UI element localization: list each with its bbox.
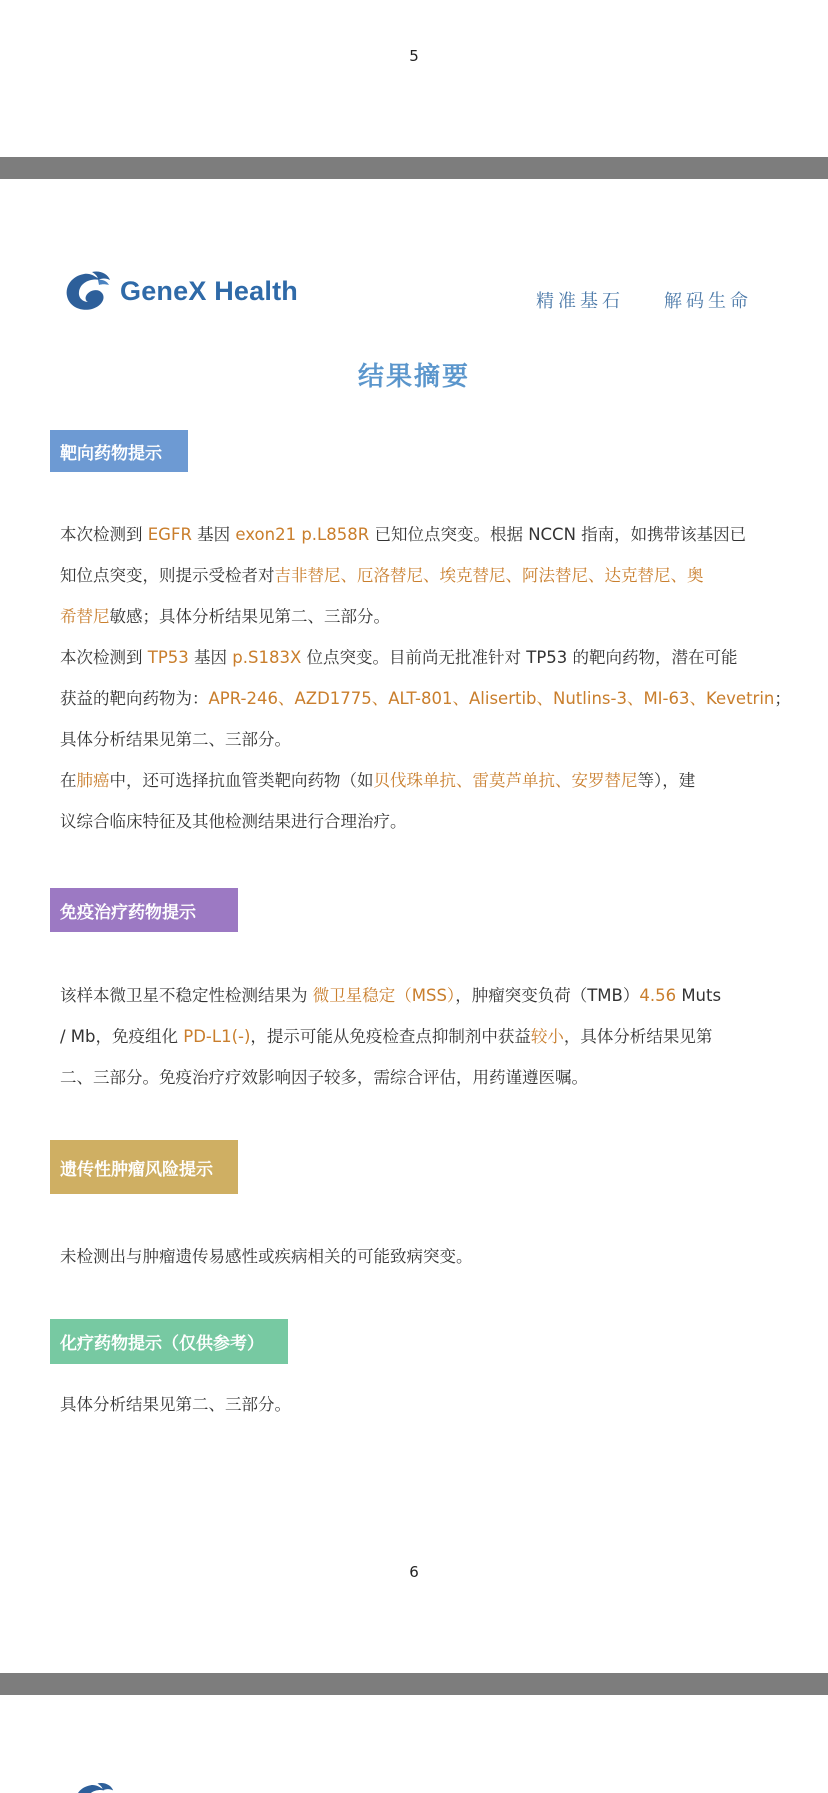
page-number-top: 5	[409, 47, 419, 65]
body-text: 基因	[188, 648, 233, 667]
text-line	[60, 678, 795, 719]
section-badge-immuno: 免疫治疗药物提示	[50, 888, 238, 932]
section-text-targeted	[60, 514, 795, 842]
highlight-text: 贝伐珠单抗、雷莫芦单抗、安罗替尼	[373, 771, 638, 790]
body-text: 知位点突变，则提示受检者对	[60, 566, 275, 585]
section-text-hereditary	[60, 1236, 795, 1277]
text-line	[60, 637, 795, 678]
body-text: 位点突变。目前尚无批准针对 TP53 的靶向药物，潜在可能	[301, 648, 738, 667]
highlight-text: p.S183X	[232, 648, 302, 667]
body-text: 获益的靶向药物为：	[60, 689, 209, 708]
text-line	[60, 719, 795, 760]
page-separator	[0, 157, 828, 179]
highlight-text: 较小	[530, 1027, 564, 1046]
section-badge-chemo: 化疗药物提示（仅供参考）	[50, 1319, 288, 1364]
section-badge-hereditary: 遗传性肿瘤风险提示	[50, 1140, 238, 1194]
text-line	[60, 1016, 795, 1057]
text-line	[60, 555, 795, 596]
highlight-text: TP53	[147, 648, 189, 667]
body-text: 等），建	[637, 771, 696, 790]
genex-logo-icon	[70, 1780, 118, 1793]
highlight-text: exon21 p.L858R	[235, 525, 370, 544]
body-text: 具体分析结果见第二、三部分。	[60, 1395, 291, 1414]
body-text: 敏感；具体分析结果见第二、三部分。	[109, 607, 390, 626]
text-line	[60, 975, 795, 1016]
highlight-text: EGFR	[147, 525, 192, 544]
highlight-text: APR-246、AZD1775、ALT-801、Alisertib、Nutlins-3、MI-63、Kevetrin	[208, 689, 775, 708]
highlight-text: 吉非替尼、厄洛替尼、埃克替尼、阿法替尼、达克替尼、奥	[274, 566, 704, 585]
body-text: ，肿瘤突变负荷（TMB）	[455, 986, 640, 1005]
body-text: ；	[774, 689, 791, 708]
body-text: 中，还可选择抗血管类靶向药物（如	[109, 771, 374, 790]
body-text: 该样本微卫星不稳定性检测结果为	[60, 986, 313, 1005]
text-line	[60, 760, 795, 801]
text-line	[60, 1384, 795, 1425]
body-text: 基因	[191, 525, 236, 544]
body-text: ，具体分析结果见第	[563, 1027, 713, 1046]
text-line	[60, 1057, 795, 1098]
section-text-chemo	[60, 1384, 795, 1425]
highlight-text: PD-L1(-)	[183, 1027, 251, 1046]
next-page-logo-partial	[70, 1780, 118, 1793]
genex-logo-icon	[62, 268, 114, 314]
highlight-text: 肺癌	[76, 771, 110, 790]
body-text: 未检测出与肿瘤遗传易感性或疾病相关的可能致病突变。	[60, 1247, 473, 1266]
text-line	[60, 514, 795, 555]
section-text-immuno	[60, 975, 795, 1098]
text-line	[60, 1236, 795, 1277]
body-text: 本次检测到	[60, 648, 148, 667]
brand-name: GeneX Health	[120, 275, 298, 306]
body-text: 议综合临床特征及其他检测结果进行合理治疗。	[60, 812, 407, 831]
body-text: Muts	[676, 986, 722, 1005]
body-text: 在	[60, 771, 77, 790]
page-number-bottom: 6	[409, 1563, 419, 1581]
highlight-text: 4.56	[639, 986, 677, 1005]
brand-logo	[62, 268, 298, 314]
section-badge-targeted: 靶向药物提示	[50, 430, 188, 472]
body-text: 本次检测到	[60, 525, 148, 544]
highlight-text: 微卫星稳定（MSS）	[312, 986, 456, 1005]
body-text: 二、三部分。免疫治疗疗效影响因子较多，需综合评估，用药谨遵医嘱。	[60, 1068, 588, 1087]
slogan-right: 解码生命	[664, 291, 752, 312]
slogan-left: 精准基石	[536, 291, 624, 312]
body-text: 已知位点突变。根据 NCCN 指南，如携带该基因已	[369, 525, 747, 544]
page-separator-bottom	[0, 1673, 828, 1695]
body-text: ，提示可能从免疫检查点抑制剂中获益	[250, 1027, 531, 1046]
page-title: 结果摘要	[357, 362, 470, 392]
highlight-text: 希替尼	[60, 607, 110, 626]
text-line	[60, 801, 795, 842]
body-text: / Mb，免疫组化	[60, 1027, 184, 1046]
body-text: 具体分析结果见第二、三部分。	[60, 730, 291, 749]
text-line	[60, 596, 795, 637]
